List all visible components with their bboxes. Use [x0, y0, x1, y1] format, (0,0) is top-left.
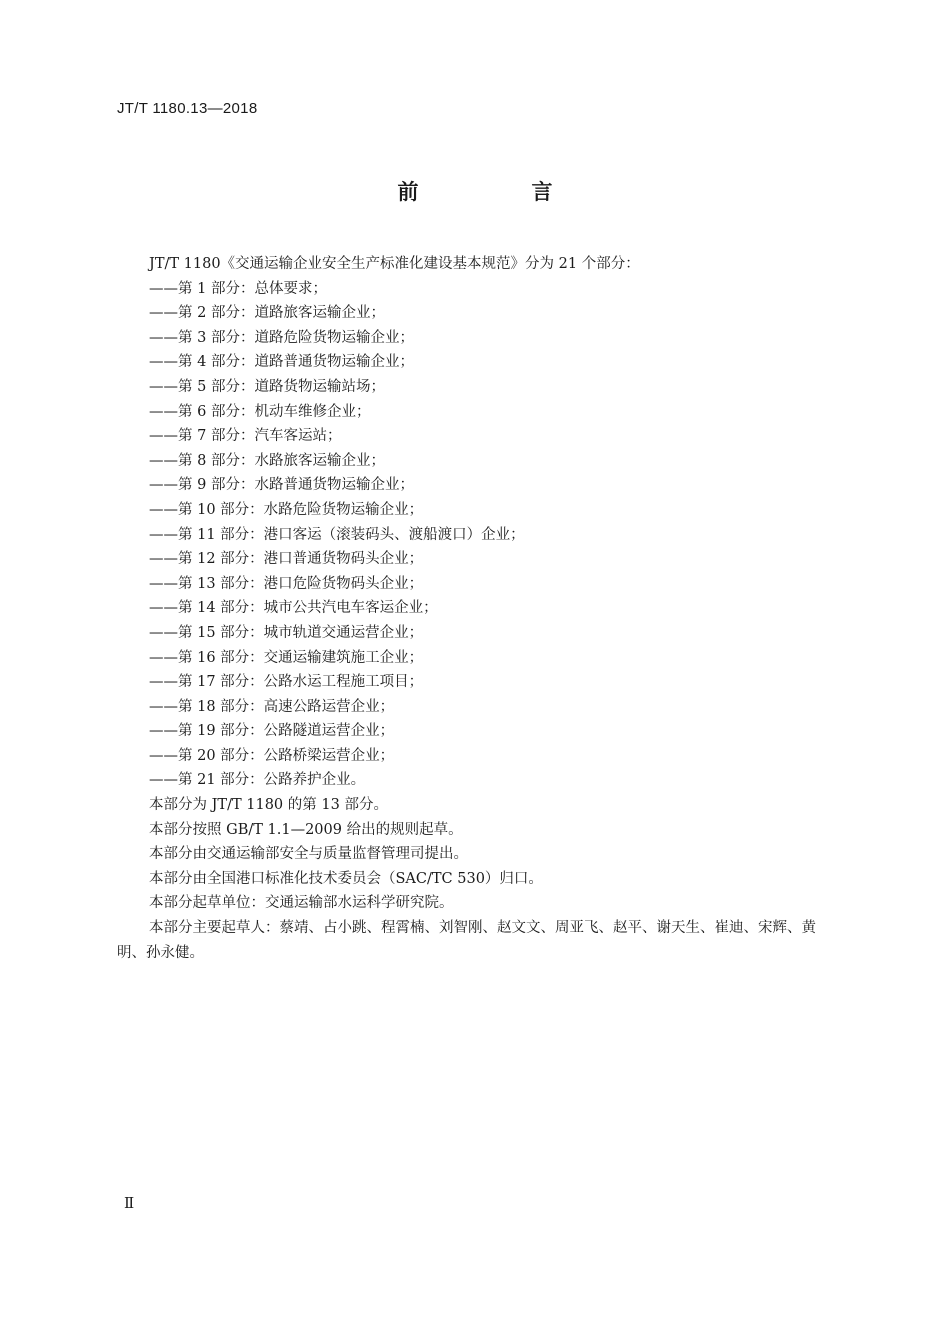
drafters-statement: 本部分主要起草人：蔡靖、占小跳、程霄楠、刘智刚、赵文文、周亚飞、赵平、谢天生、崔迪、宋辉、黄明、孙永健。 — [117, 920, 816, 961]
part-item-12: ——第 12 部分：港口普通货物码头企业； — [149, 551, 424, 568]
part-item-14: ——第 14 部分：城市公共汽电车客运企业； — [149, 600, 438, 617]
part-item-10: ——第 10 部分：水路危险货物运输企业； — [149, 501, 424, 518]
drafting-unit-statement: 本部分起草单位：交通运输部水运科学研究院。 — [149, 895, 454, 912]
part-item-8: ——第 8 部分：水路旅客运输企业； — [149, 452, 385, 469]
part-item-4: ——第 4 部分：道路普通货物运输企业； — [149, 354, 414, 371]
part-item-9: ——第 9 部分：水路普通货物运输企业； — [149, 477, 414, 494]
foreword-body — [117, 252, 837, 965]
part-item-11: ——第 11 部分：港口客运（滚装码头、渡船渡口）企业； — [149, 526, 525, 543]
part-item-13: ——第 13 部分：港口危险货物码头企业； — [149, 575, 424, 592]
part-item-15: ——第 15 部分：城市轨道交通运营企业； — [149, 624, 424, 641]
part-item-5: ——第 5 部分：道路货物运输站场； — [149, 378, 385, 395]
administered-by-statement: 本部分由全国港口标准化技术委员会（SAC/TC 530）归口。 — [149, 870, 543, 887]
part-item-7: ——第 7 部分：汽车客运站； — [149, 428, 342, 445]
part-item-1: ——第 1 部分：总体要求； — [149, 280, 327, 297]
part-item-21: ——第 21 部分：公路养护企业。 — [149, 772, 366, 789]
drafting-rules-statement: 本部分按照 GB/T 1.1—2009 给出的规则起草。 — [149, 821, 463, 838]
part-item-17: ——第 17 部分：公路水运工程施工项目； — [149, 674, 424, 691]
part-item-16: ——第 16 部分：交通运输建筑施工企业； — [149, 649, 424, 666]
standard-code: JT/T 1180.13—2018 — [117, 100, 258, 117]
part-item-19: ——第 19 部分：公路隧道运营企业； — [149, 723, 395, 740]
part-item-3: ——第 3 部分：道路危险货物运输企业； — [149, 329, 414, 346]
part-item-6: ——第 6 部分：机动车维修企业； — [149, 403, 371, 420]
part-item-20: ——第 20 部分：公路桥梁运营企业； — [149, 747, 395, 764]
part-of-statement: 本部分为 JT/T 1180 的第 13 部分。 — [149, 797, 388, 814]
proposed-by-statement: 本部分由交通运输部安全与质量监督管理司提出。 — [149, 846, 468, 863]
page-number: Ⅱ — [124, 1194, 135, 1212]
intro-paragraph: JT/T 1180《交通运输企业安全生产标准化建设基本规范》分为 21 个部分： — [149, 256, 640, 272]
part-item-18: ——第 18 部分：高速公路运营企业； — [149, 698, 395, 715]
parts-list — [117, 277, 837, 793]
page-title: 前 言 — [397, 180, 599, 204]
part-item-2: ——第 2 部分：道路旅客运输企业； — [149, 305, 385, 322]
